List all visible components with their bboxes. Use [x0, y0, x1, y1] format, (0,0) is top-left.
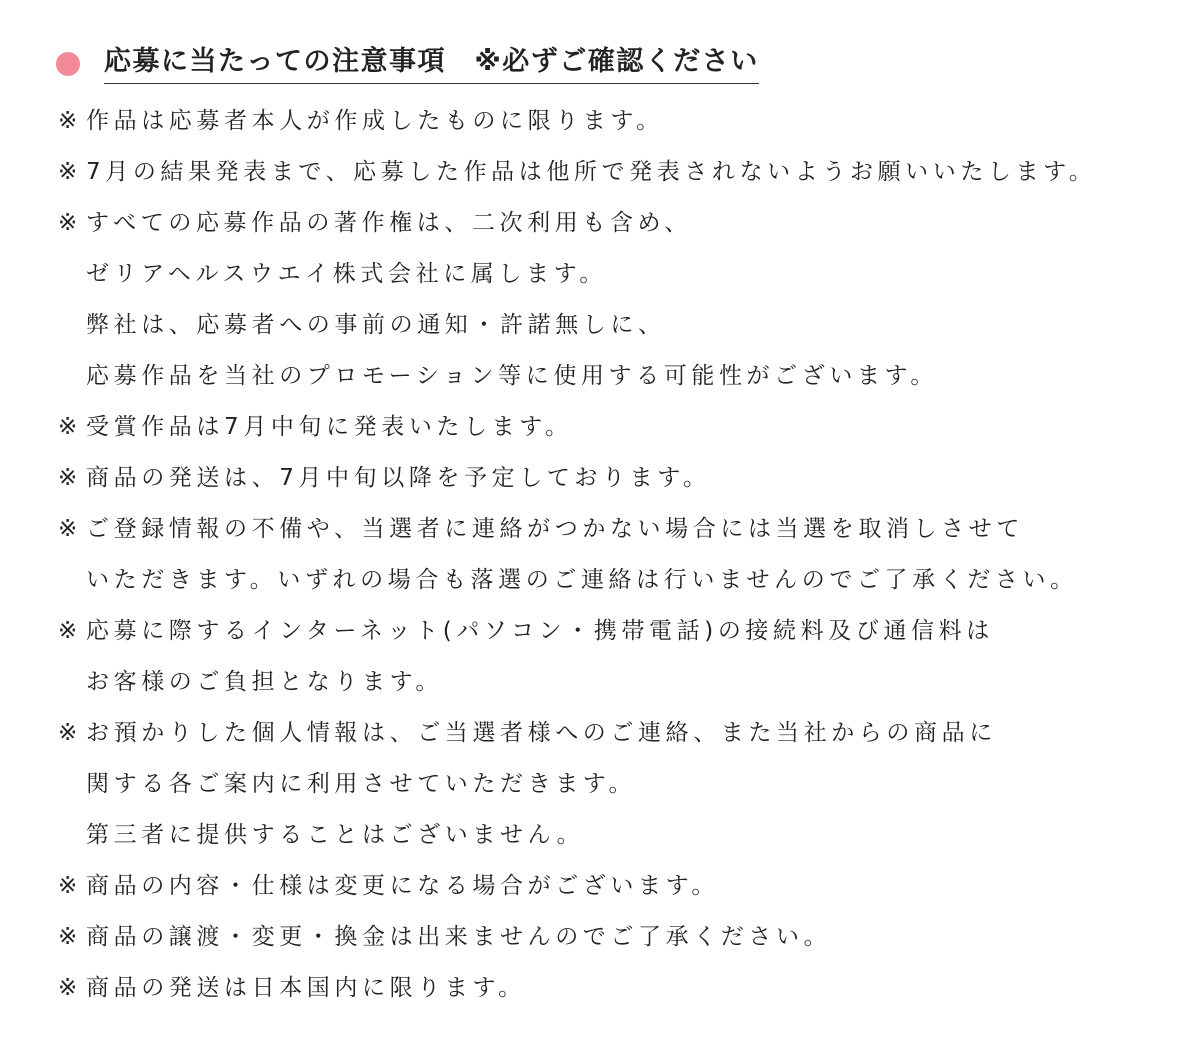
note-mark: ※ [58, 924, 78, 950]
note-mark: ※ [58, 873, 78, 899]
notice-line [58, 453, 1198, 504]
notice-line-text: 商品の発送は日本国内に限ります。 [86, 975, 526, 1001]
note-mark: ※ [58, 618, 78, 644]
notice-line-text: 応募作品を当社のプロモーション等に使用する可能性がございます。 [86, 363, 938, 389]
notice-line-text: 第三者に提供することはございません。 [86, 822, 585, 848]
note-mark: ※ [58, 414, 78, 440]
notice-line-continued [58, 351, 1198, 402]
pink-bullet-icon [56, 52, 80, 76]
notice-line-text: 弊社は、応募者への事前の通知・許諾無しに、 [86, 312, 666, 338]
notice-line [58, 504, 1198, 555]
notice-line-text: お客様のご負担となります。 [86, 669, 443, 695]
notice-line [58, 912, 1198, 963]
note-mark: ※ [58, 108, 78, 134]
notice-line-text: すべての応募作品の著作権は、二次利用も含め、 [86, 210, 692, 236]
notice-line-continued [58, 657, 1198, 708]
note-mark: ※ [58, 465, 78, 491]
notice-line-continued [58, 249, 1198, 300]
notice-list [58, 96, 1198, 1014]
note-mark: ※ [58, 975, 78, 1001]
notice-line-text: 受賞作品は7月中旬に発表いたします。 [86, 414, 573, 440]
notice-line-text: 商品の譲渡・変更・換金は出来ませんのでご了承ください。 [86, 924, 832, 950]
notice-line-text: 関する各ご案内に利用させていただきます。 [86, 771, 637, 797]
section-heading [56, 44, 759, 84]
note-mark: ※ [58, 516, 78, 542]
notice-line-text: ゼリアヘルスウエイ株式会社に属します。 [86, 261, 607, 287]
notice-line-continued [58, 759, 1198, 810]
notice-line-text: 作品は応募者本人が作成したものに限ります。 [86, 108, 664, 134]
note-mark: ※ [58, 210, 78, 236]
notice-line-text: 商品の内容・仕様は変更になる場合がございます。 [86, 873, 719, 899]
notice-line [58, 861, 1198, 912]
notice-line-text: お預かりした個人情報は、ご当選者様へのご連絡、また当社からの商品に [86, 720, 997, 746]
notice-line [58, 96, 1198, 147]
notice-line [58, 963, 1198, 1014]
note-mark: ※ [58, 720, 78, 746]
notice-line-continued [58, 810, 1198, 861]
notice-line-text: 応募に際するインターネット(パソコン・携帯電話)の接続料及び通信料は [86, 618, 994, 644]
notice-line-text: 7月の結果発表まで、応募した作品は他所で発表されないようお願いいたします。 [86, 159, 1097, 185]
heading-title: 応募に当たっての注意事項 ※必ずご確認ください [104, 44, 759, 84]
notice-line [58, 606, 1198, 657]
notice-line [58, 147, 1198, 198]
note-mark: ※ [58, 159, 78, 185]
notice-line [58, 198, 1198, 249]
notice-line-text: 商品の発送は、7月中旬以降を予定しております。 [86, 465, 711, 491]
notice-line [58, 402, 1198, 453]
notice-line-continued [58, 300, 1198, 351]
notice-line-continued [58, 555, 1198, 606]
notice-line [58, 708, 1198, 759]
notice-line-text: ご登録情報の不備や、当選者に連絡がつかない場合には当選を取消しさせて [86, 516, 1024, 542]
notice-line-text: いただきます。いずれの場合も落選のご連絡は行いませんのでご了承ください。 [86, 567, 1078, 593]
